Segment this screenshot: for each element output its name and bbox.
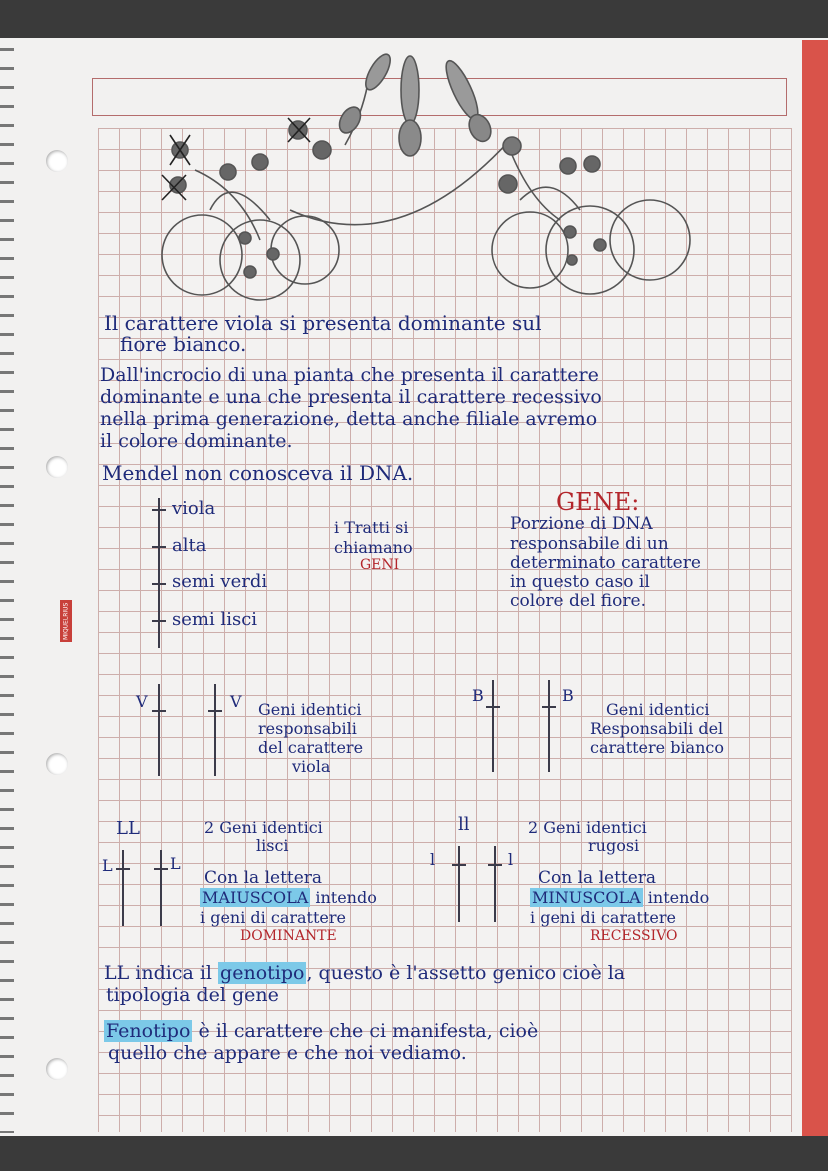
- allele-b-right: B: [562, 686, 574, 705]
- intro-line-2: fiore bianco.: [120, 332, 247, 356]
- punch-hole: [46, 1058, 68, 1080]
- ll-note-1: 2 Geni identici: [528, 818, 647, 837]
- allele-L-left: L: [102, 856, 113, 875]
- fenotipo-highlight: Fenotipo: [106, 1020, 191, 1042]
- b-note-3: carattere bianco: [590, 738, 725, 757]
- allele-L-right: L: [170, 854, 181, 873]
- rec-note-1: Con la lettera: [538, 868, 657, 888]
- allele-v-left: V: [136, 692, 148, 711]
- punch-hole: [46, 456, 68, 478]
- gene-def-5: colore del fiore.: [510, 591, 646, 611]
- gene-def-4: in questo caso il: [510, 572, 650, 592]
- gene-def-1: Porzione di DNA: [510, 514, 653, 534]
- maiuscola-highlight: MAIUSCOLA: [202, 888, 309, 907]
- genotype-LL-label: LL: [116, 818, 140, 839]
- genotipo-highlight: genotipo: [220, 962, 305, 984]
- dominante-label: DOMINANTE: [240, 928, 337, 944]
- chromosome-line: [158, 498, 160, 648]
- traits-note-2: chiamano: [334, 538, 413, 557]
- phenotype-line-1: Fenotipo è il carattere che ci manifesta, cioè: [106, 1020, 539, 1042]
- ll-note-2: rugosi: [588, 836, 640, 855]
- red-margin-strip: [802, 40, 828, 1136]
- intro-line-1: Il carattere viola si presenta dominante sul: [104, 311, 542, 335]
- LL-note-2: lisci: [256, 836, 289, 855]
- cross-line-4: il colore dominante.: [100, 430, 293, 452]
- genotype-line-1: LL indica il genotipo , questo è l'assetto genico cioè la: [104, 962, 626, 984]
- flower-sketch: [150, 50, 710, 310]
- recessivo-label: RECESSIVO: [590, 928, 678, 944]
- trait-semi-lisci: semi lisci: [172, 609, 258, 630]
- punch-hole: [46, 753, 68, 775]
- minuscola-highlight: MINUSCOLA: [532, 888, 641, 907]
- traits-note-1: i Tratti si: [334, 518, 409, 537]
- cross-line-1: Dall'incrocio di una pianta che presenta il carattere: [100, 364, 599, 386]
- brand-label: MIQUELRIUS: [60, 600, 72, 642]
- mendel-note: Mendel non conosceva il DNA.: [102, 461, 414, 485]
- traits-note-geni: GENI: [360, 557, 400, 573]
- rec-note-2: MINUSCOLA intendo: [532, 888, 710, 907]
- dom-note-2: MAIUSCOLA intendo: [202, 888, 377, 907]
- genotype-ll-label: ll: [458, 814, 470, 835]
- trait-viola: viola: [172, 498, 216, 519]
- trait-alta: alta: [172, 535, 207, 556]
- cross-line-3: nella prima generazione, detta anche filiale avremo: [100, 408, 598, 430]
- spiral-binding: [0, 48, 14, 1133]
- b-note-1: Geni identici: [606, 700, 710, 719]
- allele-l-left: l: [430, 850, 436, 869]
- allele-b-left: B: [472, 686, 484, 705]
- phenotype-line-2: quello che appare e che noi vediamo.: [108, 1042, 467, 1064]
- genotype-line-2: tipologia del gene: [106, 984, 279, 1006]
- b-note-2: Responsabili del: [590, 719, 724, 738]
- v-note-3: del carattere: [258, 738, 364, 757]
- allele-l-right: l: [508, 850, 514, 869]
- v-note-4: viola: [292, 757, 331, 776]
- dom-note-3: i geni di carattere: [200, 908, 346, 927]
- LL-note-1: 2 Geni identici: [204, 818, 323, 837]
- allele-v-right: V: [230, 692, 242, 711]
- gene-def-3: determinato carattere: [510, 553, 701, 573]
- v-note-2: responsabili: [258, 719, 357, 738]
- v-note-1: Geni identici: [258, 700, 362, 719]
- gene-def-2: responsabile di un: [510, 534, 669, 554]
- dom-note-1: Con la lettera: [204, 868, 323, 888]
- cross-line-2: dominante e una che presenta il carattere recessivo: [100, 386, 602, 408]
- rec-note-3: i geni di carattere: [530, 908, 676, 927]
- punch-hole: [46, 150, 68, 172]
- gene-title: GENE:: [556, 488, 640, 516]
- trait-semi-verdi: semi verdi: [172, 571, 268, 592]
